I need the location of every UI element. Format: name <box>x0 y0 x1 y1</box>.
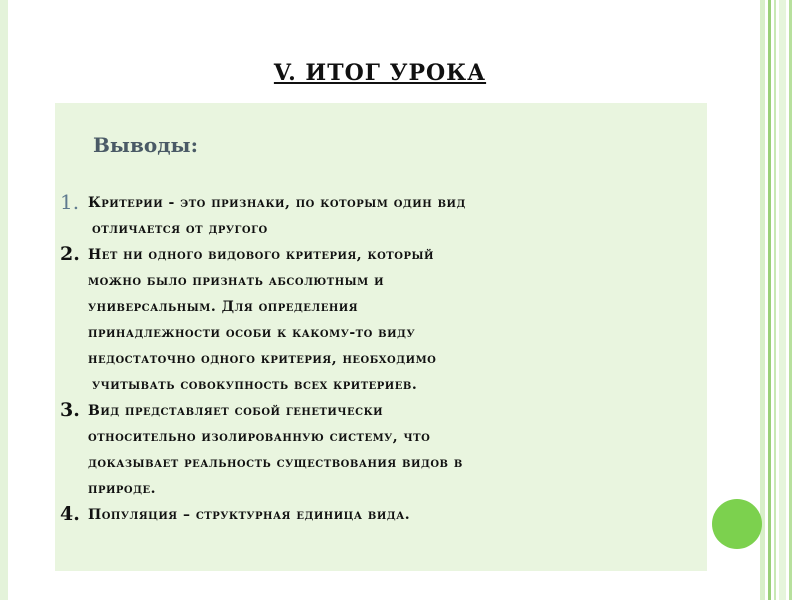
stripe <box>768 0 771 600</box>
item-number: 2. <box>60 243 80 265</box>
right-decorative-stripes <box>760 0 800 600</box>
stripe <box>774 0 776 600</box>
item-text-line: недостаточно одного критерия, необходимо <box>88 351 437 367</box>
item-number: 4. <box>60 503 80 525</box>
item-text-line: универсальным. Для определения <box>88 299 359 315</box>
item-number: 1. <box>60 190 80 214</box>
stripe <box>789 0 792 600</box>
item-text-line: природе. <box>88 481 157 497</box>
item-text-line: Популяция – структурная единица вида. <box>88 507 411 523</box>
item-text-line: учитывать совокупность всех критериев. <box>92 377 418 393</box>
stripe <box>779 0 786 600</box>
conclusions-list <box>60 190 620 528</box>
green-circle-decoration <box>712 499 762 549</box>
item-text-line: Критерии - это признаки, по которым один вид <box>88 195 466 211</box>
stripe <box>760 0 765 600</box>
list-item <box>60 190 620 242</box>
item-text-line: можно было признать абсолютным и <box>88 273 385 289</box>
slide-title: V. ИТОГ УРОКА <box>273 60 487 86</box>
item-text-line: относительно изолированную систему, что <box>88 429 431 445</box>
list-item <box>60 242 620 398</box>
item-text-line: доказывает реальность существования видов в <box>88 455 463 471</box>
list-item <box>60 502 620 528</box>
item-text-line: Нет ни одного видового критерия, который <box>88 247 434 263</box>
conclusions-heading: Выводы: <box>93 133 198 157</box>
list-item <box>60 398 620 502</box>
item-text-line: Вид представляет собой генетически <box>88 403 384 419</box>
item-text-line: принадлежности особи к какому-то виду <box>88 325 416 341</box>
left-border-stripe <box>0 0 8 600</box>
item-text-line: отличается от другого <box>92 221 268 237</box>
item-number: 3. <box>60 399 80 421</box>
